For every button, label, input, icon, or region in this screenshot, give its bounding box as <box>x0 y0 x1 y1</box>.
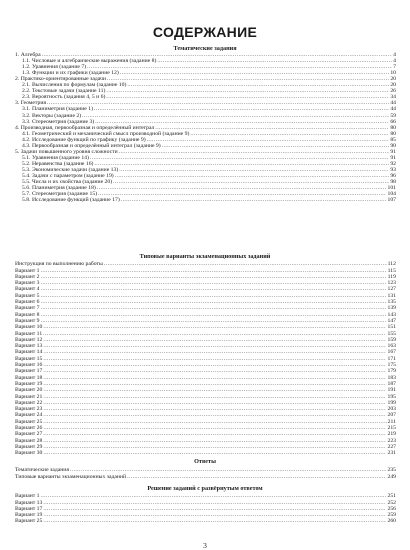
toc-entry[interactable] <box>15 311 396 317</box>
toc-entry-page: 235 <box>387 467 396 474</box>
toc-entry-label: Вариант 8 <box>15 311 40 318</box>
toc-entry[interactable] <box>15 286 396 292</box>
toc-entry[interactable] <box>15 425 396 431</box>
toc-entry-label: Вариант 1 <box>15 493 40 500</box>
toc-entry-label: 3. Геометрия <box>15 100 46 107</box>
dot-leader <box>70 467 387 473</box>
toc-entry[interactable] <box>15 349 396 355</box>
dot-leader <box>43 406 386 412</box>
toc-entry[interactable] <box>15 393 396 399</box>
toc-entry-page: 4 <box>393 52 396 59</box>
toc-entry-label: 5.7. Стереометрия (задание 15) <box>22 191 98 198</box>
dot-leader <box>41 493 387 499</box>
toc-entry-label: Вариант 11 <box>15 330 43 337</box>
dot-leader <box>41 312 387 318</box>
toc-entry-page: 44 <box>390 106 396 113</box>
toc-entry[interactable] <box>15 197 396 203</box>
toc-entry[interactable] <box>15 362 396 368</box>
toc-entry-label: 5.1. Уравнения (задание 14) <box>22 154 89 161</box>
toc-entry-page: 256 <box>387 505 396 512</box>
toc-entry-label: 5.2. Неравенства (задание 16) <box>22 160 94 167</box>
section-heading: Типовые варианты экзаменационных заданий <box>139 253 271 260</box>
toc-entry-page: 66 <box>390 118 396 125</box>
toc-entry-page: 112 <box>387 261 396 268</box>
toc-entry-page: 85 <box>390 136 396 143</box>
toc-entry[interactable] <box>15 305 396 311</box>
toc-entry-page: 231 <box>387 450 396 457</box>
toc-entry-page: 260 <box>387 518 396 525</box>
toc-entry-label: 5.6. Планиметрия (задание 18) <box>22 185 96 192</box>
toc-entry-page: 183 <box>387 374 396 381</box>
dot-leader <box>121 197 387 203</box>
toc-entry-label: 3.3. Стереометрия (задание 3) <box>22 118 95 125</box>
toc-entry-page: 4 <box>393 58 396 65</box>
dot-leader <box>43 349 386 355</box>
toc-entry[interactable] <box>15 318 396 324</box>
toc-entry[interactable] <box>15 431 396 437</box>
toc-entry[interactable] <box>15 473 396 479</box>
toc-entry[interactable] <box>15 493 396 499</box>
toc-entry-label: 2.3. Вероятность (задания 4, 5 и 6) <box>22 94 106 101</box>
toc-entry-page: 219 <box>387 431 396 438</box>
section-heading: Ответы <box>194 458 216 465</box>
toc-entry-page: 155 <box>387 330 396 337</box>
toc-entry[interactable] <box>15 437 396 443</box>
dot-leader <box>43 381 386 387</box>
toc-entry-label: Вариант 17 <box>15 505 43 512</box>
toc-entry[interactable] <box>15 406 396 412</box>
toc-entry[interactable] <box>15 450 396 456</box>
toc-entry-page: 7 <box>393 64 396 71</box>
toc-entry-page: 167 <box>387 349 396 356</box>
toc-entry[interactable] <box>15 368 396 374</box>
toc-entry-page: 147 <box>387 317 396 324</box>
toc-entry-page: 175 <box>387 362 396 369</box>
toc-entry-label: Вариант 26 <box>15 425 43 432</box>
toc-section-list <box>15 52 396 203</box>
toc-entry[interactable] <box>15 400 396 406</box>
dot-leader <box>43 324 386 330</box>
dot-leader <box>43 444 386 450</box>
dot-leader <box>43 356 386 362</box>
toc-entry-label: 5.3. Экономические задачи (задание 13) <box>22 166 119 173</box>
toc-entry-label: Вариант 7 <box>15 305 40 312</box>
dot-leader <box>43 425 386 431</box>
dot-leader <box>43 394 386 400</box>
toc-entry-label: 4. Производная, первообразная и определённый интеграл <box>15 124 155 131</box>
dot-leader <box>43 362 386 368</box>
toc-entry-label: 5.5. Числа и их свойства (задание 20) <box>22 179 113 186</box>
toc-entry-label: Вариант 4 <box>15 286 40 293</box>
toc-entry-label: Вариант 5 <box>15 292 40 299</box>
toc-entry-label: 2.1. Вычисления по формулам (задание 10) <box>22 82 127 89</box>
toc-entry-label: 4.3. Первообразная и определённый интеграл (задание 9) <box>22 142 161 149</box>
toc-entry[interactable] <box>15 261 396 267</box>
page-number: 3 <box>203 541 207 550</box>
toc-entry-label: Вариант 19 <box>15 512 43 519</box>
toc-entry-page: 80 <box>390 124 396 131</box>
toc-entry-page: 171 <box>387 355 396 362</box>
toc-entry-page: 215 <box>387 425 396 432</box>
toc-entry[interactable] <box>15 274 396 280</box>
toc-entry-label: 1. Алгебра <box>15 52 41 59</box>
toc-entry-page: 223 <box>387 437 396 444</box>
toc-entry[interactable] <box>15 506 396 512</box>
dot-leader <box>43 412 386 418</box>
dot-leader <box>41 305 387 311</box>
dot-leader <box>43 438 386 444</box>
toc-entry-label: Вариант 30 <box>15 450 43 457</box>
toc-entry-label: Вариант 23 <box>15 406 43 413</box>
dot-leader <box>41 299 387 305</box>
dot-leader <box>41 293 387 299</box>
toc-entry-label: Вариант 6 <box>15 299 40 306</box>
toc-entry-label: 4.2. Исследование функций по графику (задание 9) <box>22 136 146 143</box>
toc-entry-label: 2.2. Текстовые задачи (задание 11) <box>22 88 106 95</box>
toc-entry-page: 123 <box>387 280 396 287</box>
toc-entry-page: 252 <box>387 499 396 506</box>
toc-entry-label: Вариант 10 <box>15 324 43 331</box>
toc-entry-label: 5.8. Исследование функций (задание 17) <box>22 197 120 204</box>
toc-section-list <box>15 493 396 524</box>
toc-entry-label: 2. Практико-ориентированные задачи <box>15 76 106 83</box>
toc-entry-label: Вариант 17 <box>15 368 43 375</box>
toc-entry-page: 20 <box>390 76 396 83</box>
dot-leader <box>43 400 386 406</box>
dot-leader <box>43 512 386 518</box>
dot-leader <box>104 261 387 267</box>
toc-entry-page: 143 <box>387 311 396 318</box>
toc-entry[interactable] <box>15 518 396 524</box>
toc-entry-label: Вариант 25 <box>15 518 43 525</box>
toc-entry-page: 249 <box>387 473 396 480</box>
toc-entry[interactable] <box>15 499 396 505</box>
toc-entry-page: 163 <box>387 343 396 350</box>
toc-entry-page: 34 <box>390 94 396 101</box>
toc-entry[interactable] <box>15 381 396 387</box>
toc-entry-label: Вариант 28 <box>15 437 43 444</box>
toc-entry-label: Вариант 13 <box>15 499 43 506</box>
toc-entry-page: 259 <box>387 512 396 519</box>
toc-section-list <box>15 467 396 480</box>
toc-entry-page: 80 <box>390 130 396 137</box>
toc-entry-label: Вариант 24 <box>15 412 43 419</box>
toc-entry-label: Типовые варианты экзаменационных заданий <box>15 473 127 480</box>
dot-leader <box>127 474 386 480</box>
toc-section-list <box>15 261 396 456</box>
toc-entry-page: 96 <box>390 172 396 179</box>
toc-entry-label: Тематические задания <box>15 467 69 474</box>
toc-entry-page: 131 <box>387 292 396 299</box>
dot-leader <box>43 419 386 425</box>
toc-entry-page: 10 <box>390 70 396 77</box>
toc-entry-page: 115 <box>387 267 396 274</box>
toc-entry[interactable] <box>15 467 396 473</box>
toc-entry-page: 104 <box>387 191 396 198</box>
dot-leader <box>43 375 386 381</box>
toc-entry-page: 187 <box>387 380 396 387</box>
dot-leader <box>43 431 386 437</box>
toc-entry-page: 91 <box>390 148 396 155</box>
toc-entry-label: Вариант 16 <box>15 362 43 369</box>
toc-entry-label: Вариант 9 <box>15 317 40 324</box>
dot-leader <box>43 500 386 506</box>
dot-leader <box>41 280 387 286</box>
dot-leader <box>43 387 386 393</box>
toc-entry[interactable] <box>15 412 396 418</box>
toc-entry-page: 101 <box>387 185 396 192</box>
toc-entry[interactable] <box>15 343 396 349</box>
toc-entry-label: 5. Задачи повышенного уровня сложности <box>15 148 118 155</box>
toc-entry-label: Вариант 15 <box>15 355 43 362</box>
dot-leader <box>43 518 386 524</box>
toc-entry-label: Вариант 12 <box>15 336 43 343</box>
toc-entry[interactable] <box>15 512 396 518</box>
toc-entry-label: 1.2. Уравнения (задание 7) <box>22 64 87 71</box>
toc-entry-page: 251 <box>387 493 396 500</box>
toc-entry-page: 227 <box>387 443 396 450</box>
toc-entry-label: 5.4. Задачи с параметром (задание 19) <box>22 172 114 179</box>
toc-entry-label: 3.1. Планиметрия (задание 1) <box>22 106 93 113</box>
toc-entry[interactable] <box>15 280 396 286</box>
toc-entry-label: Вариант 27 <box>15 431 43 438</box>
toc-entry-page: 135 <box>387 299 396 306</box>
toc-entry[interactable] <box>15 418 396 424</box>
toc-entry-page: 203 <box>387 406 396 413</box>
toc-entry[interactable] <box>15 330 396 336</box>
toc-entry-page: 91 <box>390 154 396 161</box>
toc-entry-page: 93 <box>390 166 396 173</box>
toc-entry-label: Вариант 22 <box>15 399 43 406</box>
toc-entry-label: Вариант 25 <box>15 418 43 425</box>
toc-entry-label: 4.1. Геометрический и механический смысл производной (задание 9) <box>22 130 190 137</box>
toc-entry-page: 127 <box>387 286 396 293</box>
toc-entry[interactable] <box>15 387 396 393</box>
toc-entry-page: 179 <box>387 368 396 375</box>
toc-entry-page: 44 <box>390 100 396 107</box>
dot-leader <box>41 268 387 274</box>
dot-leader <box>41 318 387 324</box>
toc-entry-page: 98 <box>390 179 396 186</box>
toc-entry-page: 211 <box>387 418 396 425</box>
toc-entry-page: 26 <box>390 88 396 95</box>
dot-leader <box>43 450 386 456</box>
dot-leader <box>43 368 386 374</box>
toc-entry-page: 92 <box>390 160 396 167</box>
toc-entry-label: Вариант 3 <box>15 280 40 287</box>
section-heading: Решение заданий с развёрнутым ответом <box>147 485 263 492</box>
toc-entry[interactable] <box>15 444 396 450</box>
toc-entry[interactable] <box>15 324 396 330</box>
toc-entry-page: 139 <box>387 305 396 312</box>
toc-entry-page: 195 <box>387 393 396 400</box>
toc-entry-page: 107 <box>387 197 396 204</box>
toc-entry-label: Вариант 18 <box>15 374 43 381</box>
toc-entry-page: 199 <box>387 399 396 406</box>
toc-entry-page: 119 <box>387 273 396 280</box>
toc-entry-page: 59 <box>390 112 396 119</box>
toc-entry[interactable] <box>15 337 396 343</box>
toc-entry-page: 90 <box>390 142 396 149</box>
dot-leader <box>41 274 387 280</box>
toc-entry-label: Инструкция по выполнению работы <box>15 261 103 268</box>
dot-leader <box>41 286 387 292</box>
toc-entry-label: 1.3. Функции и их графики (задание 12) <box>22 70 119 77</box>
toc-entry[interactable] <box>15 355 396 361</box>
toc-entry[interactable] <box>15 299 396 305</box>
toc-entry-label: Вариант 14 <box>15 349 43 356</box>
toc-entry-label: 1.1. Числовые и алгебраические выражения (задание 8) <box>22 58 157 65</box>
toc-entry-label: Вариант 20 <box>15 387 43 394</box>
toc-entry-label: Вариант 13 <box>15 343 43 350</box>
section-heading: Тематические задания <box>173 45 237 52</box>
toc-entry-label: Вариант 29 <box>15 443 43 450</box>
toc-entry-page: 20 <box>390 82 396 89</box>
toc-entry-label: Вариант 2 <box>15 273 40 280</box>
toc-entry-label: Вариант 19 <box>15 380 43 387</box>
toc-entry-page: 191 <box>387 387 396 394</box>
toc-entry-label: Вариант 1 <box>15 267 40 274</box>
dot-leader <box>43 331 386 337</box>
toc-entry-page: 159 <box>387 336 396 343</box>
dot-leader <box>43 343 386 349</box>
toc-entry-page: 207 <box>387 412 396 419</box>
toc-entry-page: 151 <box>387 324 396 331</box>
toc-entry-label: Вариант 21 <box>15 393 43 400</box>
page-title: СОДЕРЖАНИЕ <box>152 24 258 40</box>
dot-leader <box>43 506 386 512</box>
toc-entry[interactable] <box>15 267 396 273</box>
toc-entry[interactable] <box>15 292 396 298</box>
toc-entry-label: 3.2. Векторы (задание 2) <box>22 112 82 119</box>
toc-entry[interactable] <box>15 374 396 380</box>
dot-leader <box>43 337 386 343</box>
